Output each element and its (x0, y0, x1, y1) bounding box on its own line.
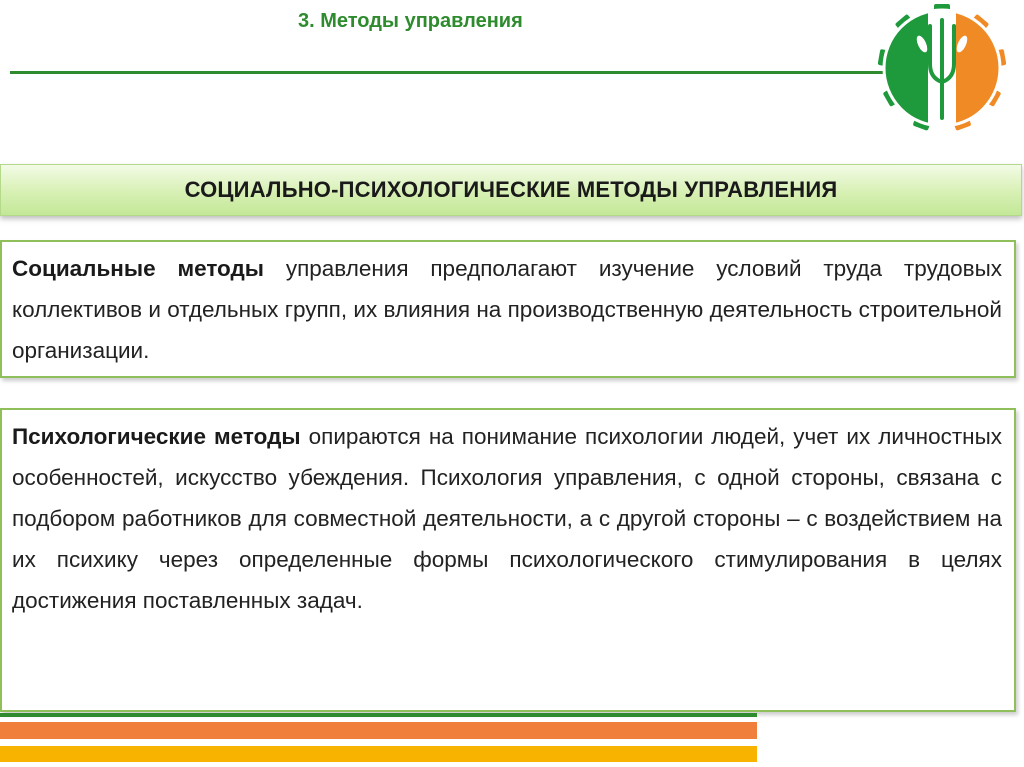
section-title: 3. Методы управления (298, 10, 523, 32)
header-divider (10, 71, 890, 74)
slide-title: СОЦИАЛЬНО-ПСИХОЛОГИЧЕСКИЕ МЕТОДЫ УПРАВЛЕНИЯ (184, 177, 838, 202)
social-methods-description: управления предполагают изучение условий труда трудовых коллективов и отдельных групп, их влияния на производственную деятельность строительной организации. (12, 256, 1002, 363)
slide-title-band (0, 164, 1022, 216)
footer-stripe-orange (0, 722, 757, 739)
social-methods-box (0, 240, 1016, 378)
psychological-methods-term: Психологические методы (12, 424, 301, 449)
footer-stripe-yellow (0, 746, 757, 762)
gear-wheat-logo-icon (878, 4, 1006, 132)
social-methods-term: Социальные методы (12, 256, 264, 281)
footer-stripe-green (0, 713, 757, 717)
psychological-methods-box (0, 408, 1016, 712)
psychological-methods-description: опираются на понимание психологии людей, учет их личностных особенностей, искусство убеждения. Психология управления, с одной стороны, связана с подбором работников для совместной деятельности, а с другой стороны – с воздействием на их психику через определенные формы психологического стимулирования в целях достижения поставленных задач. (12, 424, 1003, 613)
